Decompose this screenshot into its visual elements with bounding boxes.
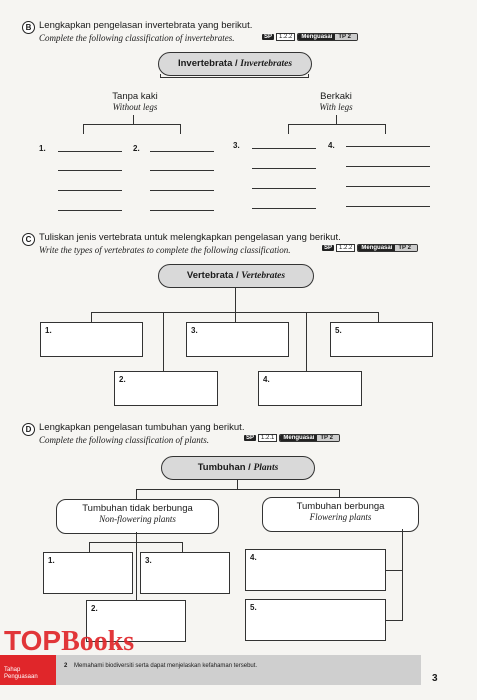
answer-line[interactable] [150,151,214,152]
flowering-plants-node: Tumbuhan berbunga Flowering plants [262,497,419,532]
tree-line [308,74,309,78]
plant-box-4[interactable] [245,549,386,591]
footer-descriptor: Memahami biodiversiti serta dapat menjelaskan kefahaman tersebut. [74,663,258,669]
section-d-instruction-ms: Lengkapkan pengelasan tumbuhan yang berikut. [39,422,245,433]
box-number: 4. [250,553,257,562]
tree-line [306,312,307,371]
answer-line[interactable] [346,186,430,187]
box-number: 1. [48,556,55,565]
tree-line [385,124,386,134]
vertebrate-box-3[interactable] [186,322,289,357]
sp-label: SP [264,34,273,40]
tree-line [237,479,238,489]
invertebrata-root-node: Invertebrata / Invertebrates [158,52,312,76]
answer-line[interactable] [150,190,214,191]
tree-line [402,529,403,621]
sp-code: 1.2.1 [258,434,277,442]
vertebrate-box-4[interactable] [258,371,362,406]
tree-line [378,312,379,322]
tree-line [182,542,183,552]
tree-line [288,124,386,125]
tree-line [136,489,340,490]
category-without-legs: Tanpa kaki Without legs [112,91,158,112]
vertebrata-root-node: Vertebrata / Vertebrates [158,264,314,288]
tp-badge: Menguasai TP 2 [279,434,340,442]
tree-line [339,489,340,497]
tree-line [89,542,90,552]
answer-line[interactable] [58,170,122,171]
section-c-badges [322,244,418,252]
answer-line[interactable] [150,170,214,171]
tree-line [235,287,236,312]
box-number: 1. [45,326,52,335]
tree-line [160,77,308,78]
section-b-badges [262,33,358,41]
tree-line [163,312,164,371]
sp-label: SP [246,435,255,441]
tree-line [136,532,137,542]
plant-box-1[interactable] [43,552,133,594]
box-number: 2. [91,604,98,613]
answer-line[interactable] [58,210,122,211]
answer-number: 4. [328,141,335,150]
answer-line[interactable] [252,148,316,149]
section-c-instruction-ms: Tuliskan jenis vertebrata untuk melengkapkan pengelasan yang berikut. [39,232,341,243]
section-d-badges [244,434,340,442]
tree-line [91,312,92,322]
footer-descriptor-bar [56,655,421,685]
tree-line [83,124,84,134]
tp-badge: Menguasai TP 2 [297,33,358,41]
tree-line [385,570,403,571]
tree-line [336,115,337,124]
section-c-instruction-en: Write the types of vertebrates to complete the following classification. [39,245,291,255]
page-number: 3 [432,673,438,684]
non-flowering-plants-node: Tumbuhan tidak berbunga Non-flowering plants [56,499,219,534]
section-b-instruction-en: Complete the following classification of invertebrates. [39,33,235,43]
answer-line[interactable] [252,208,316,209]
footer-tp-number: 2 [64,663,68,669]
plant-box-5[interactable] [245,599,386,641]
answer-number: 2. [133,144,140,153]
tree-line [235,312,236,322]
tree-line [180,124,181,134]
watermark-logo: TOPBooks [4,625,135,657]
answer-number: 1. [39,144,46,153]
sp-code: 1.2.2 [336,244,355,252]
answer-line[interactable] [150,210,214,211]
section-b-instruction-ms: Lengkapkan pengelasan invertebrata yang berikut. [39,20,253,31]
vertebrate-box-1[interactable] [40,322,143,357]
tree-line [136,542,137,600]
box-number: 3. [145,556,152,565]
vertebrate-box-2[interactable] [114,371,218,406]
footer-bar [0,625,477,685]
tumbuhan-root-node: Tumbuhan / Plants [161,456,315,480]
tree-line [160,74,161,78]
tp-badge: Menguasai TP 2 [357,244,418,252]
box-number: 4. [263,375,270,384]
answer-line[interactable] [58,151,122,152]
vertebrate-box-5[interactable] [330,322,433,357]
footer-tp-label: Tahap Penguasaan [0,655,56,685]
sp-code: 1.2.2 [276,33,295,41]
tree-line [83,124,181,125]
answer-line[interactable] [252,188,316,189]
answer-line[interactable] [346,166,430,167]
plant-box-3[interactable] [140,552,230,594]
answer-number: 3. [233,141,240,150]
answer-line[interactable] [346,206,430,207]
tree-line [136,489,137,499]
section-c-marker: C [22,233,35,246]
sp-label: SP [324,245,333,251]
tree-line [133,115,134,124]
answer-line[interactable] [346,146,430,147]
section-d-instruction-en: Complete the following classification of plants. [39,435,209,445]
tree-line [288,124,289,134]
answer-line[interactable] [252,168,316,169]
box-number: 2. [119,375,126,384]
tree-line [385,620,403,621]
box-number: 5. [250,603,257,612]
box-number: 5. [335,326,342,335]
box-number: 3. [191,326,198,335]
section-b-marker: B [22,21,35,34]
section-d-marker: D [22,423,35,436]
category-with-legs: Berkaki With legs [319,91,353,112]
answer-line[interactable] [58,190,122,191]
